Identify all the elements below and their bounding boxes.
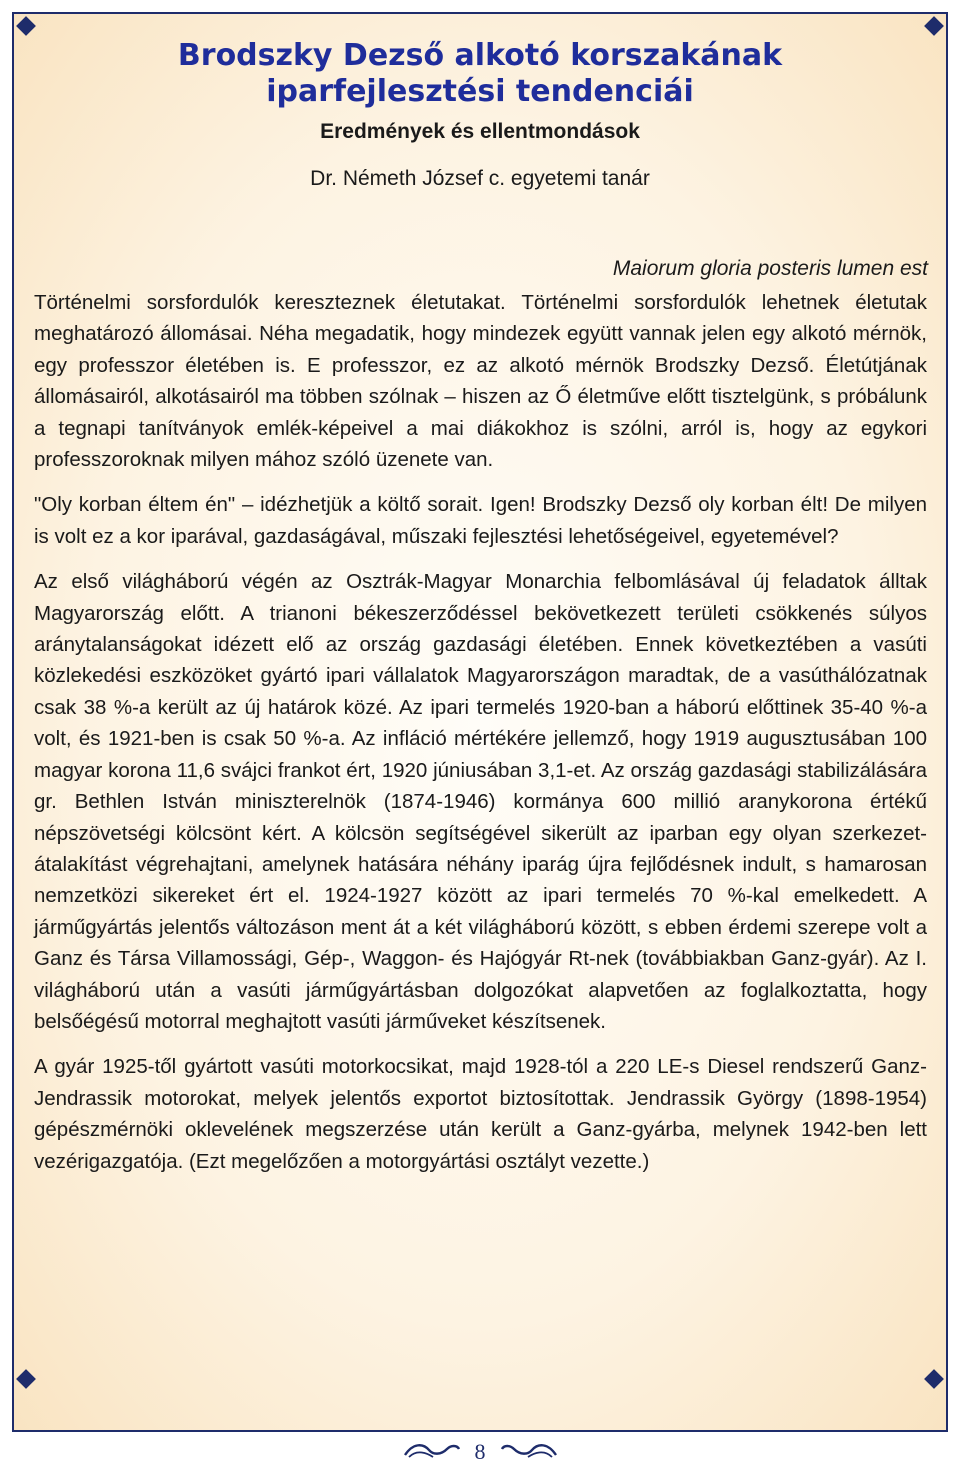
paragraph-3: Az első világháború végén az Osztrák-Magyar Monarchia felbomlásával új feladatok álltak Magyarország előtt. A trianoni békeszerződéssel bekövetkezett területi csökkenés súlyos aránytalanságokat idézett elő az ország gazdasági életében. Ennek következtében a vasúti közlekedési eszközöket gyártó ipari vállalatok Magyarországon maradtak, de a vasúthálózatnak csak 38 %-a került az új határok közé. Az ipari termelés 1920-ban a háború előttinek 35-40 %-a volt, és 1921-ben is csak 50 %-a. Az infláció mértékére jellemző, hogy 1919 augusztusában 100 magyar korona 11,6 svájci frankot ért, 1920 júniusában 3,1-et. Az ország gazdasági stabilizálására gr. Bethlen István miniszterelnök (1874-1946) kormánya 600 millió aranykorona értékű népszövetségi kölcsönt kért. A kölcsön segítségével sikerült az iparban egy olyan szerkezet-átalakítást végrehajtani, amelynek hatására néhány iparág újra fejlődésnek indult, s hamarosan nemzetközi sikereket ért el. 1924-1927 között az ipari termelés 70 %-kal emelkedett. A járműgyártás jelentős változáson ment át a két világháború között, s ebben érdemi szerepe volt a Ganz és Társa Villamossági, Gép-, Waggon- és Hajógyár Rt-nek (továbbiakban Ganz-gyár). Az I. világháború után a vasúti járműgyártásban dolgozókat alapvetően az foglalkoztatta, hogy belsőégésű motorral meghajtott vasúti járműveket készítsenek. <box>34 570 927 1033</box>
page-footer <box>0 1437 960 1467</box>
scroll-flourish-icon <box>500 1439 558 1465</box>
corner-ornament <box>924 16 944 36</box>
title-line-2: iparfejlesztési tendenciái <box>266 74 694 109</box>
paragraph-4: A gyár 1925-től gyártott vasúti motorkocsikat, majd 1928-tól a 220 LE-s Diesel rendszerű Ganz-Jendrassik motorokat, melyek jelentős exportot biztosítottak. Jendrassik György (1898-1954) gépészmérnöki oklevelének megszerzése után került a Ganz-gyárba, melynek 1942-ben lett vezérigazgatója. (Ezt megelőzően a motorgyártási osztályt vezette.) <box>34 1055 927 1173</box>
title-line-1: Brodszky Dezső alkotó korszakának <box>177 38 783 73</box>
motto-quote: Maiorum gloria posteris lumen est <box>612 257 928 280</box>
article-subtitle: Eredmények és ellentmondások <box>320 120 640 143</box>
corner-ornament <box>16 1369 36 1389</box>
corner-ornament <box>16 16 36 36</box>
author-line: Dr. Németh József c. egyetemi tanár <box>310 167 650 190</box>
page-number: 8 <box>474 1439 486 1464</box>
article-body <box>34 287 927 1191</box>
paragraph-1: Történelmi sorsfordulók kereszteznek életutakat. Történelmi sorsfordulók lehetnek életutak meghatározó állomásai. Néha megadatik, hogy mindezek együtt vannak jelen egy alkotó mérnök, egy professzor életében is. E professzor, ez az alkotó mérnök Brodszky Dezső. Életútjának állomásairól, alkotásairól ma többen szólnak – hiszen az Ő életműve előtt tisztelgünk, s próbálunk a tegnapi tanítványok emlék-képeivel a mai diákokhoz is szólni, arról is, hogy az egykori professzoroknak milyen mához szóló üzenete van. <box>34 291 927 472</box>
article-title <box>0 38 960 110</box>
paragraph-2: "Oly korban éltem én" – idézhetjük a költő sorait. Igen! Brodszky Dezső oly korban élt! De milyen is volt ez a kor iparával, gazdaságával, műszaki fejlesztési lehetőségeivel, egyetemével? <box>34 493 927 548</box>
scroll-flourish-icon <box>403 1439 461 1465</box>
corner-ornament <box>924 1369 944 1389</box>
